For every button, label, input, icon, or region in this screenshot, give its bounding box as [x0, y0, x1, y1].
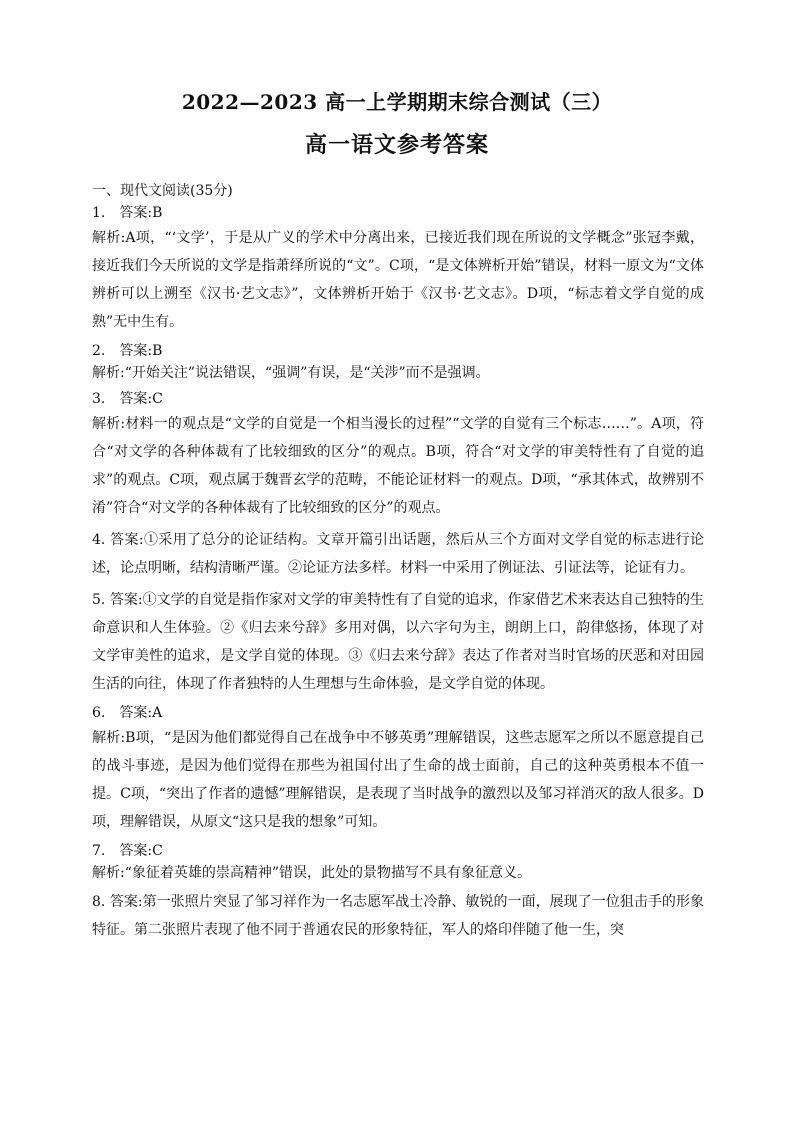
- explanation-2: 解析:“开始关注”说法错误，“强调”有误，是“关涉”而不是强调。: [92, 365, 490, 381]
- answer-3: 3. 答案:C: [92, 391, 163, 407]
- answer-6: 6. 答案:A: [92, 705, 163, 721]
- answer-5: 5. 答案:①文学的自觉是指作家对文学的审美特性有了自觉的追求，作家借艺术来表达自己独特的生命意识和人生体验。②《归去来兮辞》多用对偶，以六字句为主，朗朗上口，韵律悠扬，体现了对文学审美性的追求，是文学自觉的体现。③《归去来兮辞》表达了作者对当时官场的厌恶和对田园生活的向往，体现了作者独特的人生理想与生命体验，是文学自觉的体现。: [92, 592, 704, 692]
- answer-content: [92, 180, 704, 948]
- explanation-1: 解析:A项，“‘文学’，于是从广义的学术中分离出来，已接近我们现在所说的文学概念”张冠李戴，接近我们今天所说的文学是指萧绎所说的“文”。C项，“是文体辨析开始”错误，材料一原文为“文体辨析可以上溯至《汉书·艺文志》”，文体辨析开始于《汉书·艺文志》。D项，“标志着文学自觉的成熟”无中生有。: [92, 230, 704, 330]
- exam-title: 2022—2023 高一上学期期末综合测试（三）: [181, 90, 613, 114]
- answer-2: 2. 答案:B: [92, 343, 163, 359]
- answer-1: 1. 答案:B: [92, 205, 163, 221]
- explanation-6: 解析:B项，“是因为他们都觉得自己在战争中不够英勇”理解错误，这些志愿军之所以不愿意提自己的战斗事迹，是因为他们觉得在那些为祖国付出了生命的战士面前，自己的这种英勇根本不值一提。C项，“突出了作者的遗憾”理解错误，是表现了当时战争的激烈以及邹习祥消灭的敌人很多。D项，理解错误，从原文“这只是我的想象”可知。: [92, 730, 704, 830]
- answer-7: 7. 答案:C: [92, 843, 163, 859]
- explanation-3: 解析:材料一的观点是“文学的自觉是一个相当漫长的过程”“文学的自觉有三个标志……”。A项，符合“对文学的各种体裁有了比较细致的区分”的观点。B项，符合“对文学的审美特性有了自觉的追求”的观点。C项，观点属于魏晋玄学的范畴，不能论证材料一的观点。D项，“承其体式，故辨别不淆”符合“对文学的各种体裁有了比较细致的区分”的观点。: [92, 416, 704, 516]
- answer-8: 8. 答案:第一张照片突显了邹习祥作为一名志愿军战士冷静、敏锐的一面，展现了一位狙击手的形象特征。第二张照片表现了他不同于普通农民的形象特征，军人的烙印伴随了他一生，突: [92, 894, 704, 938]
- answer-4: 4. 答案:①采用了总分的论证结构。文章开篇引出话题，然后从三个方面对文学自觉的标志进行论述，论点明晰，结构清晰严谨。②论证方法多样。材料一中采用了例证法、引证法等，论证有力。: [92, 532, 704, 576]
- answer-key-title: 高一语文参考答案: [304, 132, 489, 158]
- section-heading: 一、现代文阅读(35分): [92, 183, 233, 199]
- explanation-7: 解析:“象征着英雄的崇高精神”错误，此处的景物描写不具有象征意义。: [92, 865, 532, 881]
